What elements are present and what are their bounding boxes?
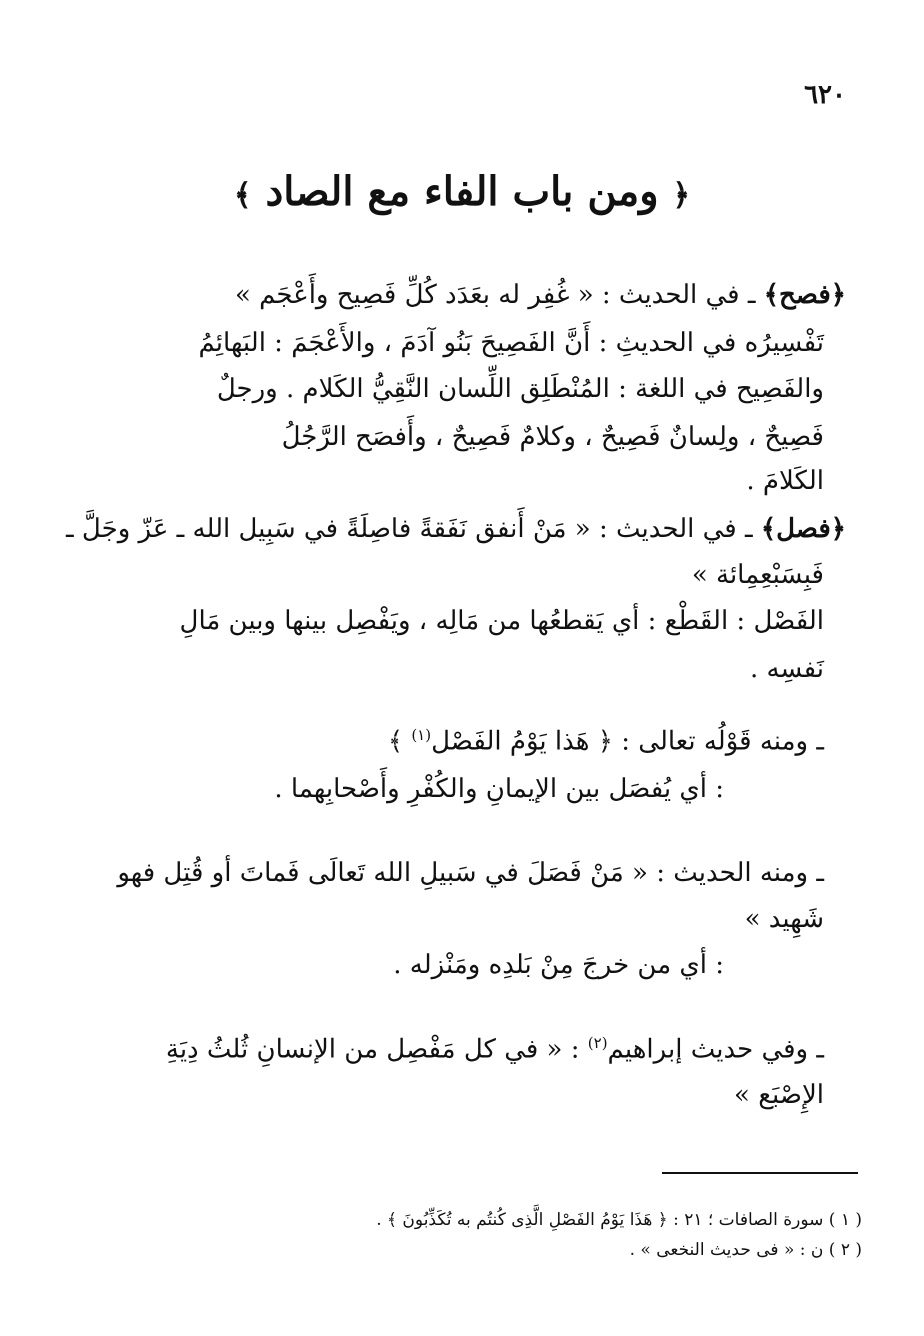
ibrahim-line-1 — [166, 1036, 824, 1063]
entry-term-fasuha: ﴿فصح﴾ — [763, 280, 846, 310]
footnote-1: ( ١ ) سورة الصافات ؛ ٢١ : ﴿ هَذَا يَوْمُ الفَصْلِ الَّذِى كُنتُم به تُكَذِّبُونَ ﴾ . — [376, 1210, 862, 1230]
quran-line-2: : أي يُفصَل بين الإيمانِ والكُفْرِ وأَصْحابِهما . — [274, 774, 724, 804]
section-heading — [0, 168, 924, 215]
entry-fasuha-line-1 — [235, 282, 846, 308]
hadith2-line-3: : أي من خرجَ مِنْ بَلدِه ومَنْزله . — [393, 950, 724, 980]
quran-text: ـ ومنه قَوْلُه تعالى : ﴿ هَذا يَوْمُ الفَصْل — [431, 726, 824, 757]
footnote-divider — [662, 1172, 858, 1174]
ibrahim-line-2: الإِصْبَع » — [734, 1080, 824, 1110]
footnote-ref-1: (١) — [411, 726, 432, 744]
quran-line-1 — [388, 728, 824, 755]
ibrahim-rest: : « في كل مَفْصِل من الإنسانِ ثُلثُ دِيَةِ — [165, 1034, 588, 1065]
entry-fasala-line-2: فَبِسَبْعِمِائة » — [691, 560, 824, 590]
entry-fasala-line-3: الفَصْل : القَطْع : أي يَقطعُها من مَالِه ، ويَفْصِل بينها وبين مَالِ — [179, 606, 824, 636]
hadith2-line-2: شَهِيد » — [744, 904, 824, 934]
footnote-ref-2: (٢) — [587, 1034, 608, 1052]
hadith2-line-1: ـ ومنه الحديث : « مَنْ فَصَلَ في سَبيلِ الله تَعالَى فَماتَ أو قُتِل فهو — [117, 858, 824, 888]
entry-fasuha-line-4: فَصِيحٌ ، ولِسانٌ فَصِيحٌ ، وكلامٌ فَصِيحٌ ، وأَفصَح الرَّجُلُ — [281, 422, 824, 452]
page-number: ٦٢٠ — [804, 80, 846, 110]
quran-close: ﴾ — [387, 726, 412, 757]
heading-close-bracket: ﴾ — [233, 178, 252, 213]
heading-open-bracket: ﴿ — [672, 178, 691, 213]
entry-fasuha-line-3: والفَصِيح في اللغة : المُنْطَلِق اللِّسان النَّقِيُّ الكَلام . ورجلٌ — [216, 374, 824, 404]
footnote-2: ( ٢ ) ن : « فى حديث النخعى » . — [629, 1240, 862, 1260]
heading-text: ومن باب الفاء مع الصاد — [265, 168, 659, 215]
entry-fasuha-line-5: الكَلامَ . — [746, 466, 824, 496]
entry-fasuha-text-1: ـ في الحديث : « غُفِر له بعَدَد كُلِّ فَصِيح وأَعْجَم » — [234, 280, 756, 310]
entry-fasala-line-1 — [66, 516, 846, 542]
ibrahim-text: ـ وفي حديث إبراهيم — [607, 1034, 824, 1065]
entry-term-fasala: ﴿فصل﴾ — [760, 514, 846, 544]
entry-fasala-line-4: نَفسِه . — [749, 654, 824, 684]
entry-fasuha-line-2: تَفْسِيرُه في الحديثِ : أَنَّ الفَصِيحَ بَنُو آدَمَ ، والأَعْجَمَ : البَهائِمُ — [198, 328, 824, 358]
entry-fasala-text-1: ـ في الحديث : « مَنْ أَنفق نَفَقةً فاصِلَةً في سَبِيل الله ـ عَزّ وجَلَّ ـ — [66, 514, 753, 544]
